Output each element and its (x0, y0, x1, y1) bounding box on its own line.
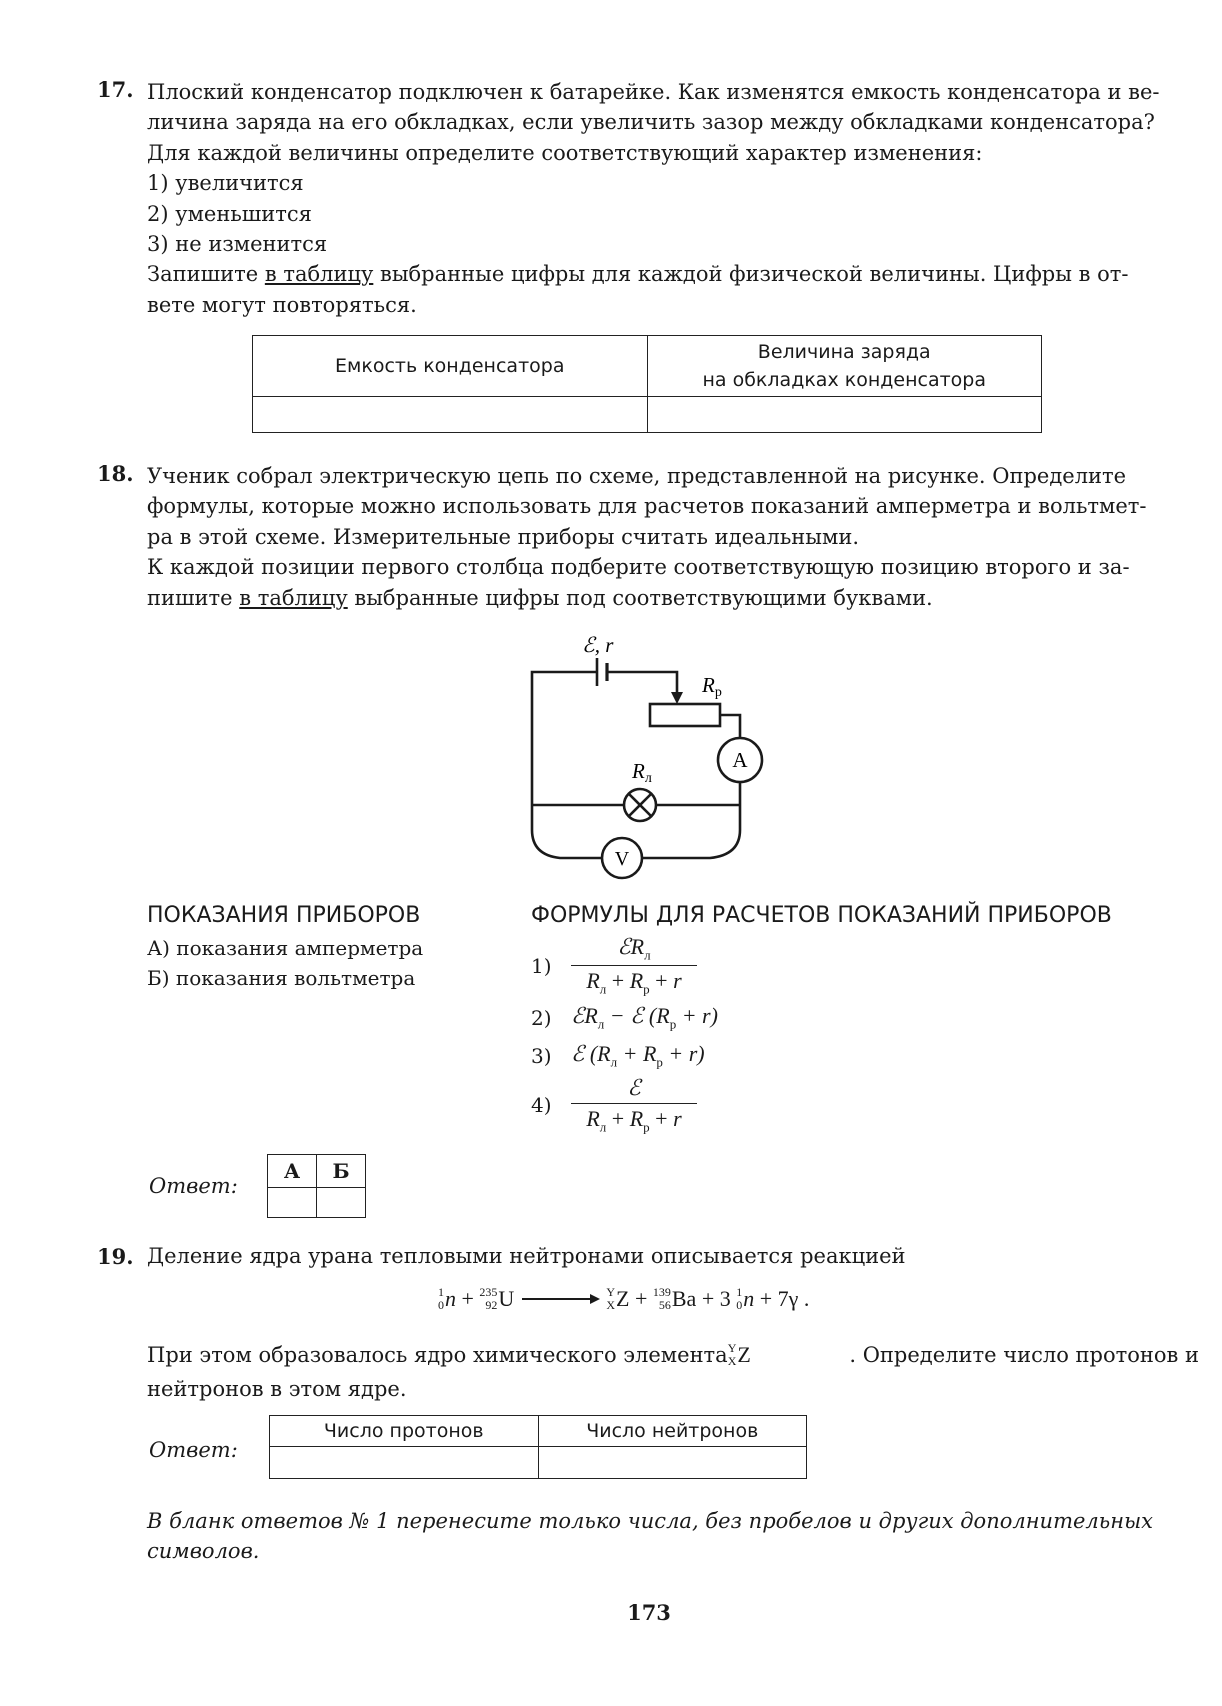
task19-text-post: . Определите число протонов и (849, 1343, 1199, 1367)
formulas-heading: ФОРМУЛЫ ДЛЯ РАСЧЕТОВ ПОКАЗАНИЙ ПРИБОРОВ (531, 903, 1112, 928)
task17-answer-table (252, 335, 1042, 433)
element-z-inline: Y X Z (727, 1341, 751, 1368)
task19-number: 19. (97, 1244, 134, 1269)
capacitance-header: Емкость конденсатора (253, 336, 648, 397)
formula-3-number: 3) (531, 1043, 552, 1068)
reading-voltmeter: Б) показания вольтметра (147, 966, 416, 990)
barium-scripts: 139 56 (652, 1285, 671, 1312)
neutron-scripts-2: 1 0 (736, 1285, 743, 1312)
neutrons-header: Число нейтронов (538, 1416, 807, 1447)
answer-col-b: Б (317, 1155, 366, 1188)
table-link: в таблицу (239, 585, 348, 610)
task19-text-line2: нейтронов в этом ядре. (147, 1377, 407, 1401)
task17-line: Плоский конденсатор подключен к батарейке. Как изменятся емкость конденсатора и ве- (147, 80, 1160, 104)
task18-number: 18. (97, 461, 134, 486)
formula-2 (531, 1003, 718, 1032)
wire-top-right (607, 672, 677, 696)
task19-text (147, 1338, 1199, 1406)
uranium-symbol: U (498, 1286, 515, 1311)
circuit-diagram (520, 630, 780, 890)
plus-sign: + (629, 1286, 653, 1311)
task19-answer-table (269, 1415, 807, 1479)
uranium-scripts: 235 92 (479, 1285, 498, 1312)
neutrons-answer-cell[interactable] (538, 1447, 807, 1479)
task17-instruction-line2: вете могут повторяться. (147, 292, 417, 317)
formula-1-denominator: $R_л + R_р + r$ (586, 968, 682, 997)
wire-voltmeter-left (532, 805, 603, 858)
answer-col-a: А (268, 1155, 317, 1188)
charge-header-line1: Величина заряда (757, 341, 931, 363)
protons-header: Число протонов (270, 1416, 539, 1447)
formula-2-number: 2) (531, 1005, 552, 1030)
formula-3 (531, 1041, 705, 1070)
charge-header-line2: на обкладках конденсатора (702, 369, 986, 391)
charge-header (647, 336, 1042, 397)
answer-sheet-note (147, 1506, 1199, 1566)
protons-answer-cell[interactable] (270, 1447, 539, 1479)
task19-line1: Деление ядра урана тепловыми нейтронами описывается реакцией (147, 1244, 906, 1268)
charge-answer-cell[interactable] (647, 397, 1042, 433)
lamp-label: Rл (632, 759, 652, 786)
formula-1-numerator: ℰR$_л$ (571, 934, 697, 966)
formula-3-expr: ℰ $(R_л + R_р + r)$ (571, 1041, 705, 1070)
instruction-post: выбранные цифры для каждой физической величины. Цифры в от- (373, 262, 1129, 287)
wire-voltmeter-right (641, 805, 740, 858)
formula-1-number: 1) (531, 953, 552, 978)
task17-line: Для каждой величины определите соответствующий характер изменения: (147, 140, 983, 165)
rheostat-label: Rр (702, 673, 722, 700)
task17-option: 3) не изменится (147, 232, 328, 257)
page-number: 173 (627, 1600, 671, 1625)
note-line1: В бланк ответов № 1 перенесите только числа, без пробелов и других дополнительных (147, 1509, 1154, 1533)
barium-symbol: Ba (671, 1286, 697, 1311)
neutron-symbol: n (445, 1286, 456, 1311)
plus-sign: + (456, 1286, 480, 1311)
task18-last-line (147, 583, 1199, 613)
task18-line: формулы, которые можно использовать для расчетов показаний амперметра и вольтмет- (147, 494, 1147, 519)
rheostat-slider-arrow (671, 692, 683, 704)
battery-label: ℰ, r (582, 633, 614, 657)
formula-1-fraction (571, 934, 697, 998)
task18-text (147, 461, 1199, 613)
answer-cell-b[interactable] (317, 1188, 366, 1218)
plus-three: + 3 (696, 1286, 737, 1311)
task17-text (147, 77, 1199, 320)
last-post: выбранные цифры под соответствующими буквами. (347, 585, 933, 610)
task17-instruction (147, 259, 1199, 289)
last-pre: пишите (147, 585, 240, 610)
reaction-tail: + 7γ . (754, 1286, 810, 1311)
wire-rheostat-ammeter (720, 715, 740, 738)
table-link: в таблицу (264, 262, 374, 287)
task18-answer-table (267, 1154, 366, 1218)
formula-4-denominator: $R_л + R_р + r$ (586, 1106, 682, 1135)
formula-4-fraction (571, 1075, 697, 1135)
formula-4 (531, 1075, 697, 1135)
task19-text-pre: При этом образовалось ядро химического элемента (147, 1343, 728, 1367)
formula-4-numerator: ℰ (571, 1075, 697, 1104)
readings-heading: ПОКАЗАНИЯ ПРИБОРОВ (147, 903, 421, 928)
nuclear-reaction (438, 1286, 809, 1312)
element-z-symbol: Z (615, 1286, 630, 1311)
element-z-scripts: Y X (606, 1285, 615, 1312)
capacitance-answer-cell[interactable] (253, 397, 648, 433)
formula-2-expr: ℰR$_л$ − ℰ $(R_р + r)$ (571, 1003, 718, 1032)
task18-answer-label: Ответ: (149, 1174, 238, 1198)
wire-top-left (532, 672, 597, 805)
formula-1 (531, 934, 697, 998)
task19-text-line1 (147, 1338, 1199, 1372)
answer-cell-a[interactable] (268, 1188, 317, 1218)
instruction-pre: Запишите (147, 262, 265, 287)
note-line2: символов. (147, 1539, 260, 1563)
task18-line: Ученик собрал электрическую цепь по схеме, представленной на рисунке. Определите (147, 464, 1127, 488)
reaction-arrow (520, 1291, 600, 1307)
task18-line: ра в этой схеме. Измерительные приборы считать идеальными. (147, 524, 860, 549)
voltmeter-label: V (614, 848, 630, 870)
task17-option: 2) уменьшится (147, 201, 312, 226)
formula-4-number: 4) (531, 1093, 552, 1118)
task19-answer-label: Ответ: (149, 1438, 238, 1462)
task17-line: личина заряда на его обкладках, если увеличить зазор между обкладками конденсатора? (147, 110, 1155, 135)
task17-number: 17. (97, 77, 134, 102)
task18-line: К каждой позиции первого столбца подберите соответствующую позицию второго и за- (147, 555, 1130, 580)
neutron-scripts: 1 0 (438, 1285, 444, 1312)
task17-option: 1) увеличится (147, 171, 304, 196)
rheostat (650, 704, 720, 726)
neutron-symbol-2: n (743, 1286, 755, 1311)
reading-ammeter: А) показания амперметра (147, 936, 424, 960)
ammeter-label: A (732, 748, 748, 772)
